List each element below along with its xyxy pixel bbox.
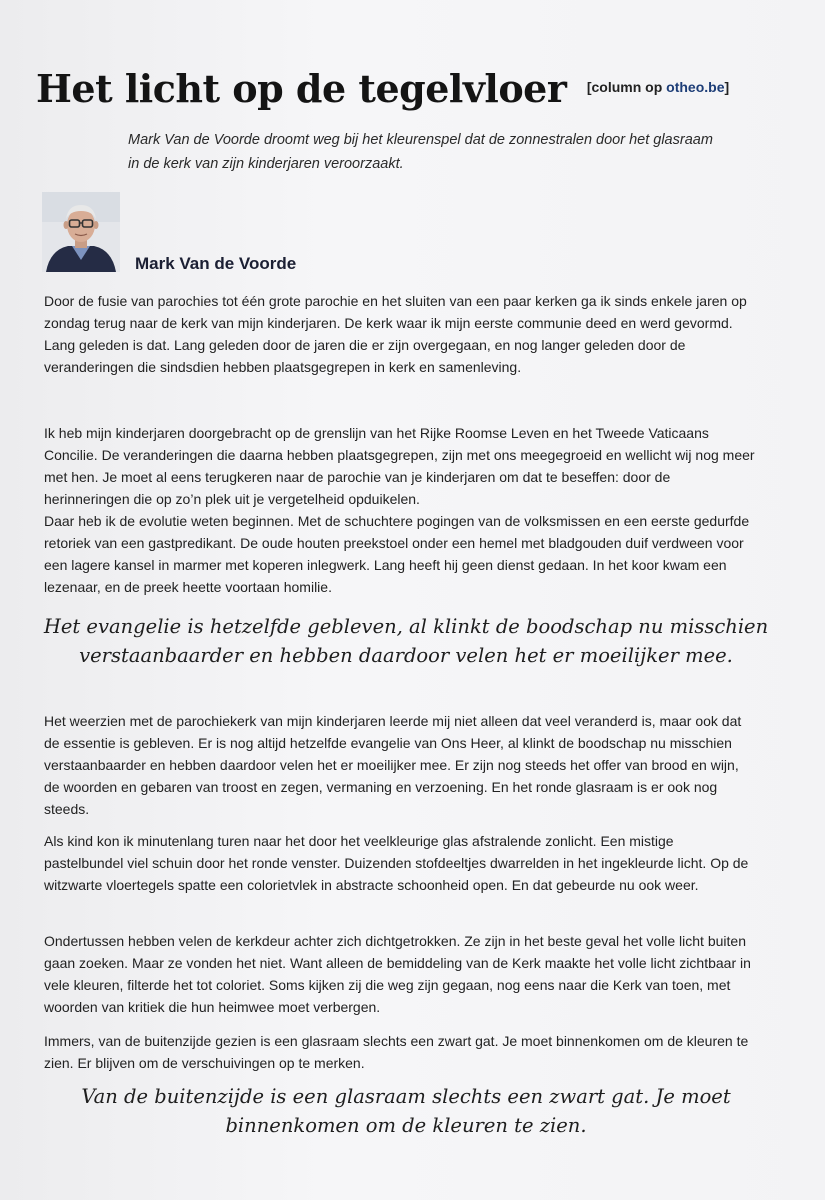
source-site-link[interactable]: otheo.be [666, 79, 725, 95]
paragraph-text: Immers, van de buitenzijde gezien is een glasraam slechts een zwart gat. Je moet binnenkomen om de kleuren te zien. Er blijven om de verschuivingen op te merken. [44, 1033, 749, 1071]
paragraph-6 [44, 930, 756, 1018]
author-portrait-icon [42, 192, 120, 272]
paragraph-text: Het weerzien met de parochiekerk van mijn kinderjaren leerde mij niet alleen dat veel veranderd is, maar ook dat de essentie is gebleven. Er is nog altijd hetzelfde evangelie van Ons Heer, al klinkt de boodschap nu misschien verstaanbaarder en hebben daardoor velen het er moeilijker mee. Er zijn nog steeds het offer van brood en wijn, de woorden en gebaren van troost en zegen, vermaning en verzoening. En het ronde glasraam is er ook nog steeds. [44, 713, 742, 817]
paragraph-text: Daar heb ik de evolutie weten beginnen. Met de schuchtere pogingen van de volksmissen en een eerste gedurfde retoriek van een gastpredikant. De oude houten preekstoel onder een hemel met bladgouden duif verdween voor een lagere kansel in marmer met koperen inlegwerk. Lang heeft hij geen dienst gedaan. In het koor kwam een lezenaar, en de preek heette voortaan homilie. [44, 513, 750, 595]
source-tag [587, 79, 729, 95]
paragraph-7 [44, 1030, 756, 1074]
paragraph-1 [44, 290, 756, 378]
paragraph-text: Als kind kon ik minutenlang turen naar het door het veelkleurige glas afstralende zonlicht. Een mistige pastelbundel viel schuin door het ronde venster. Duizenden stofdeeltjes dwarrelden in het ingekleurde licht. Op de witzwarte vloertegels spatte een colorietvlek in abstracte schoonheid open. En dat gebeurde nu ook weer. [44, 833, 749, 893]
intro-text: Mark Van de Voorde droomt weg bij het kleurenspel dat de zonnestralen door het glasraam in de kerk van zijn kinderjaren veroorzaakt. [128, 132, 713, 172]
title-row [36, 66, 729, 111]
paragraph-5 [44, 830, 756, 896]
page-title: Het licht op de tegelvloer [36, 66, 567, 111]
source-tag-suffix: ] [724, 79, 730, 95]
paragraph-text: Door de fusie van parochies tot één grote parochie en het sluiten van een paar kerken ga ik sinds enkele jaren op zondag terug naar de kerk van mijn kinderjaren. De kerk waar ik mijn eerste communie deed en werd gevormd. Lang geleden is dat. Lang geleden door de jaren die er zijn overgegaan, en nog langer geleden door de veranderingen die sindsdien hebben plaatsgegrepen in kerk en samenleving. [44, 293, 747, 375]
paragraph-4 [44, 710, 756, 820]
pull-quote-2: Van de buitenzijde is een glasraam slechts een zwart gat. Je moet binnenkomen om de kleuren te zien. [81, 1085, 731, 1137]
pull-quote-1: Het evangelie is hetzelfde gebleven, al klinkt de boodschap nu misschien verstaanbaarder en hebben daardoor velen het er moeilijker mee. [43, 615, 769, 667]
paragraph-3 [44, 510, 756, 598]
source-tag-prefix: [column op [586, 79, 667, 95]
paragraph-2 [44, 422, 756, 510]
author-name: Mark Van de Voorde [135, 254, 297, 273]
author-photo [42, 192, 120, 272]
paragraph-text: Ondertussen hebben velen de kerkdeur achter zich dichtgetrokken. Ze zijn in het beste geval het volle licht buiten gaan zoeken. Maar ze vonden het niet. Want alleen de bemiddeling van de Kerk maakte het volle licht zichtbaar in vele kleuren, filterde het tot coloriet. Soms kijken zij die weg zijn gegaan, nog eens naar die Kerk van toen, met woorden van kritiek die hun heimwee moet verbergen. [44, 933, 751, 1015]
paragraph-text: Ik heb mijn kinderjaren doorgebracht op de grenslijn van het Rijke Roomse Leven en het Tweede Vaticaans Concilie. De veranderingen die daarna hebben plaatsgegrepen, zijn met ons meegegroeid en wellicht wij nog meer met hen. Je moet al eens terugkeren naar de parochie van je kinderjaren om dat te beseffen: door de herinneringen die op zo’n plek uit je vergetelheid opduikelen. [44, 425, 755, 507]
